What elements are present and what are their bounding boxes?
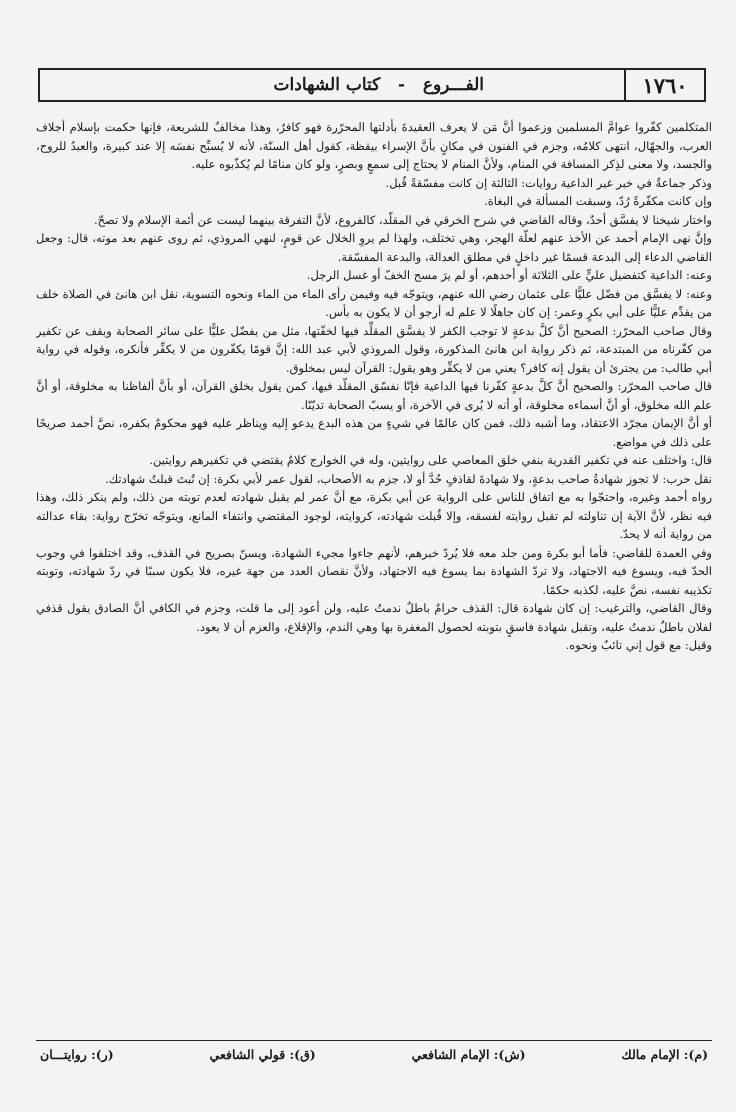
abbrev-shafii-opinions: (ق): قولي الشافعي xyxy=(209,1046,316,1062)
paragraph: وإن كانت مكفّرةً رُدّ، وسبقت المسألة في البغاة. xyxy=(484,194,712,208)
paragraph: وقال القاضي، والترغيب: إن كان شهادة قال: القذف حرامٌ باطلٌ ندمتُ عليه، ولن أعود إلى ما قلت، وجزم في الكافي أنَّ الصادق يقول قذفي لفلان باطلٌ ندمتُ عليه، وتقبل شهادة فاسقٍ بتوبته لحصول المغفرة بها وهي الندم، والإقلاع، والعزم أن لا يعود. xyxy=(36,601,712,634)
paragraph: قال: واختلف عنه في تكفير القدرية بنفي خلق المعاصي على روايتين، وله في الخوارج كلامٌ يقتضي في تكفيرهم روايتين. xyxy=(149,453,712,467)
page-number: ١٧٦٠ xyxy=(624,70,704,100)
abbrev-two-narrations: (ر): روايتـــان xyxy=(40,1046,114,1062)
paragraph: واختار شيخنا لا يفسَّق أحدٌ، وقاله القاضي في شرح الخرقي في المقلّد، كالفروع، لأنَّ التفرقة بينهما ليست عن أئمة الإسلام ولا تصحّ. xyxy=(93,212,712,227)
paragraph: وفي العمدة للقاضي: فأما أبو بكرة ومن جلد معه فلا يُردّ خبرهم، لأنهم جاءوا مجيء الشهادة، ويسنّ بصريح في القذف، وقد اختلفوا في وجوب الحدّ فيه، ويسوغ فيه الاجتهاد، ولا تردّ الشهادة بما يسوغ فيه الاجتهاد، ولأنَّ نقصان العدد من جهة غيره، فلا يكون سببًا في ردّ شهادته، وتوبته تكذيبه نفسه، نصَّ عليه، لكذبه حكمًا. xyxy=(36,545,712,597)
paragraph: وعنه: الداعية كتفضيل عليٍّ على الثلاثة أو أحدهم، أو لم يرَ مسح الخفّ أو غسل الرجل. xyxy=(306,268,712,282)
paragraph: نقل حرب: لا تجوز شهادةُ صاحب بدعةٍ، ولا شهادةَ لقاذفٍ حُدَّ أو لا، جزم به الأصحاب، لقول عمر لأبي بكرة: إن تُبتَ قبلتُ شهادتك. xyxy=(105,471,712,486)
paragraph: قال صاحب المحرّر: والصحيح أنَّ كلَّ بدعةٍ كفّرنا فيها الداعية فإنّا نفسّق المقلّد فيها، كمن يقول بخلق القرآن، أو بأنَّ ألفاظنا به مخلوقة، أو أنَّ علم الله مخلوق، أو أنَّ أسماءه مخلوقة، أو أنه لا يُرى في الآخرة، أو يسبّ الصحابة تديّنًا. xyxy=(36,379,712,412)
body-text xyxy=(36,118,712,1033)
running-title: الفـــروع - كتاب الشهادات xyxy=(273,75,484,95)
paragraph: وقال صاحب المحرّر: الصحيح أنَّ كلَّ بدعةٍ لا توجب الكفر لا يفسَّق المقلِّد فيها لخفّتها، مثل من يفضّل عليًّا على سائر الصحابة ويقف عن تكفير من كفّرناه من المبتدعة، ثم ذكر رواية ابن هانئ المذكورة، وقول المروذي لأبي عبد الله: إنَّ قومًا يكفّرون من لا يكفِّر فأنكره، وقوله في رواية أبي طالب: من يجترئ أن يقول إنه كافر؟ يعني من لا يكفِّر وهو يقول: القرآن ليس بمخلوق. xyxy=(36,323,712,375)
paragraph: المتكلمين كفّروا عوامَّ المسلمين وزعموا أنَّ مَن لا يعرف العقيدةَ بأدلتها المحرّرة فهو كافرٌ، وهذا مخالفٌ للشريعة، فإنها حكمت بإسلام أجلاف العرب، والجهّال، انتهى كلامُه، وجزم في الفنون في مكانٍ بأنَّ الإسراء بيقظة، كقول أهل السنّة، لأنه لا يُسبِّح نفسَه إلا عند كبيرة، والعبدُ للروح، والجسد، ولا معنى لذِكر المسافة في المنام، ولأنَّ المنام لا يحتاج إلى سمعٍ وبصرٍ، ولو كان منامًا لم يُكذّبوه عليه. xyxy=(36,120,712,171)
abbrev-shafii: (ش): الإمام الشافعي xyxy=(411,1046,526,1062)
abbrev-malik: (م): الإمام مالك xyxy=(621,1046,708,1062)
abbreviations-footer xyxy=(40,1043,708,1065)
paragraph: وعنه: لا يفسَّق من فضّل عليًّا على عثمان رضي الله عنهم، ويتوجّه فيه وفيمن رأى الماء من الماء ونحوه التسوية، نقل ابن هانئ في الصلاة خلف من يقدِّم عليًّا على أبي بكرٍ وعمر: إن كان جاهلًا لا علم له أرجو أن لا يكون به بأس. xyxy=(36,286,712,319)
page-header xyxy=(38,68,706,102)
paragraph: وقيل: مع قول إني تائبٌ ونحوه. xyxy=(565,638,712,652)
paragraph: وذكر جماعةٌ في خبر غير الداعية روايات: الثالثة إن كانت مفسّقةً قُبل. xyxy=(385,175,712,190)
footer-divider xyxy=(36,1040,712,1041)
paragraph: رواه أحمد وغيره، واحتجّوا به مع اتفاق للناس على الرواية عن أبي بكرة، مع أنَّ عمر لم يقبل شهادته لعدم توبته من ذلك، ولم ينكر ذلك، وهذا فيه نظر، لأنَّ الآية إن تناولته لم تقبل روايته لفسقه، وإلا قُبلت شهادته، كروايته، لوجود المقتضي وانتفاء المانع، ويتوجّه تخرّج رواية: بقاء عدالته من رواية أنه لا يحدّ. xyxy=(36,490,712,541)
paragraph: وإنَّ نهى الإمام أحمد عن الأخذ عنهم لعلّة الهجر، وهي تختلف، ولهذا لم يروِ الخلال عن قومٍ، لنهي المروذي، ثم روى عنهم بعد موته، قال: وجعل القاضي الدعاء إلى البدعة قسمًا غير داخلٍ في مطلق العدالة، والبدعة المفسّقة. xyxy=(36,231,712,264)
paragraph: أو أنَّ الإيمان مجرّد الاعتقاد، وما أشبه ذلك، فمن كان عالمًا في شيءٍ من هذه البدع يدعو إليه ويناظر عليه فهو محكومٌ بكفره، نصَّ أحمد صريحًا على ذلك في مواضع. xyxy=(36,416,712,449)
